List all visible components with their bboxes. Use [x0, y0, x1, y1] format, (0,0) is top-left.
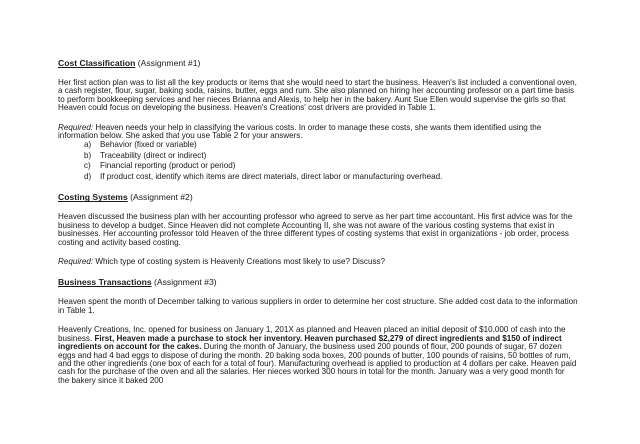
required-label: Required:: [58, 122, 94, 132]
paragraph-text: Heavenly Creations, Inc. opened for business on January 1, 201X as planned and Heaven placed an initial deposit of $10,000 of cash into the business.: [58, 325, 566, 343]
costing-systems-paragraph: Heaven discussed the business plan with her accounting professor who agreed to serve as her part time accountant. His first advice was for the business to develop a budget. Since Heaven did not complete Accounting II, she was not aware of the various costing systems that exist in businesses. Her accounting professor told Heaven of the three different types of costing systems that exist in organizations - job order, process costing and activity based costing.: [58, 212, 573, 247]
assignment-label: (Assignment #3): [154, 277, 217, 288]
list-item-text: Traceability (direct or indirect): [100, 150, 207, 160]
business-transactions-heading: [58, 277, 578, 287]
costing-systems-heading: [58, 192, 578, 202]
list-item-text: Financial reporting (product or period): [100, 161, 236, 171]
list-marker: b): [84, 150, 92, 160]
cost-classification-paragraph: Her first action plan was to list all the key products or items that she would need to start the business. Heaven's list included a conventional oven, a cash register, flour, sugar, baking soda, raisins, butter, eggs and rum. She also planned on hiring her accounting professor on a part time basis to perform bookkeeping services and her nieces Brianna and Alexis, to help her in the bakery. Aunt Sue Ellen would supervise the girls so that Heaven could focus on developing the business. Heaven's Creations' cost drivers are provided in Table 1.: [58, 78, 577, 113]
list-item-text: If product cost, identify which items are direct materials, direct labor or manufacturing overhead.: [100, 171, 443, 181]
section-title: Cost Classification: [58, 58, 136, 68]
assignment-label: (Assignment #1): [137, 58, 201, 68]
paragraph-text: During the month of January, the business used 200 pounds of flour, 200 pounds of sugar, 67 dozen eggs and had 4 bad eggs to dispose of during the month. 20 baking soda boxes, 200 pounds of butter, 100 pounds of raisins, 50 bottles of rum, and the other ingredients (one box of each for a total of four). Manufacturing overhead is applied to production at 4 dollars per cake. Heaven paid cash for the purchase of the oven and all the salaries. Her nieces worked 300 hours in total for the month. January was a very good month for the bakery since it baked 200: [58, 342, 577, 385]
list-item-text: Behavior (fixed or variable): [100, 140, 197, 150]
required-label: Required:: [58, 257, 94, 267]
list-item: [84, 172, 578, 183]
classification-list: [58, 140, 578, 182]
costing-systems-required: [58, 258, 578, 266]
paragraph-bold-text: First, Heaven made a purchase to stock her inventory. Heaven purchased $2,279 of direct ingredients and $150 of indirect ingredients on account for the cakes.: [58, 333, 562, 352]
cost-classification-required: [58, 124, 578, 141]
section-title: Business Transactions: [58, 277, 152, 288]
required-text: Heaven needs your help in classifying the various costs. In order to manage these costs, she wants them identified using the information below. She asked that you use Table 2 for your answers.: [58, 122, 542, 141]
list-item: [84, 161, 578, 172]
cost-classification-heading: [58, 58, 578, 68]
list-marker: d): [84, 171, 92, 181]
business-transactions-paragraph-1: Heaven spent the month of December talking to various suppliers in order to determine her cost structure. She added cost data to the information in Table 1.: [58, 297, 578, 315]
business-transactions-paragraph-2: [58, 326, 578, 385]
list-marker: c): [84, 161, 91, 171]
assignment-label: (Assignment #2): [130, 192, 193, 203]
list-item: [84, 140, 578, 151]
required-text: Which type of costing system is Heavenly Creations most likely to use? Discuss?: [93, 257, 386, 267]
list-marker: a): [84, 140, 92, 150]
section-title: Costing Systems: [58, 192, 128, 203]
list-item: [84, 151, 578, 162]
document-body: [58, 58, 578, 385]
